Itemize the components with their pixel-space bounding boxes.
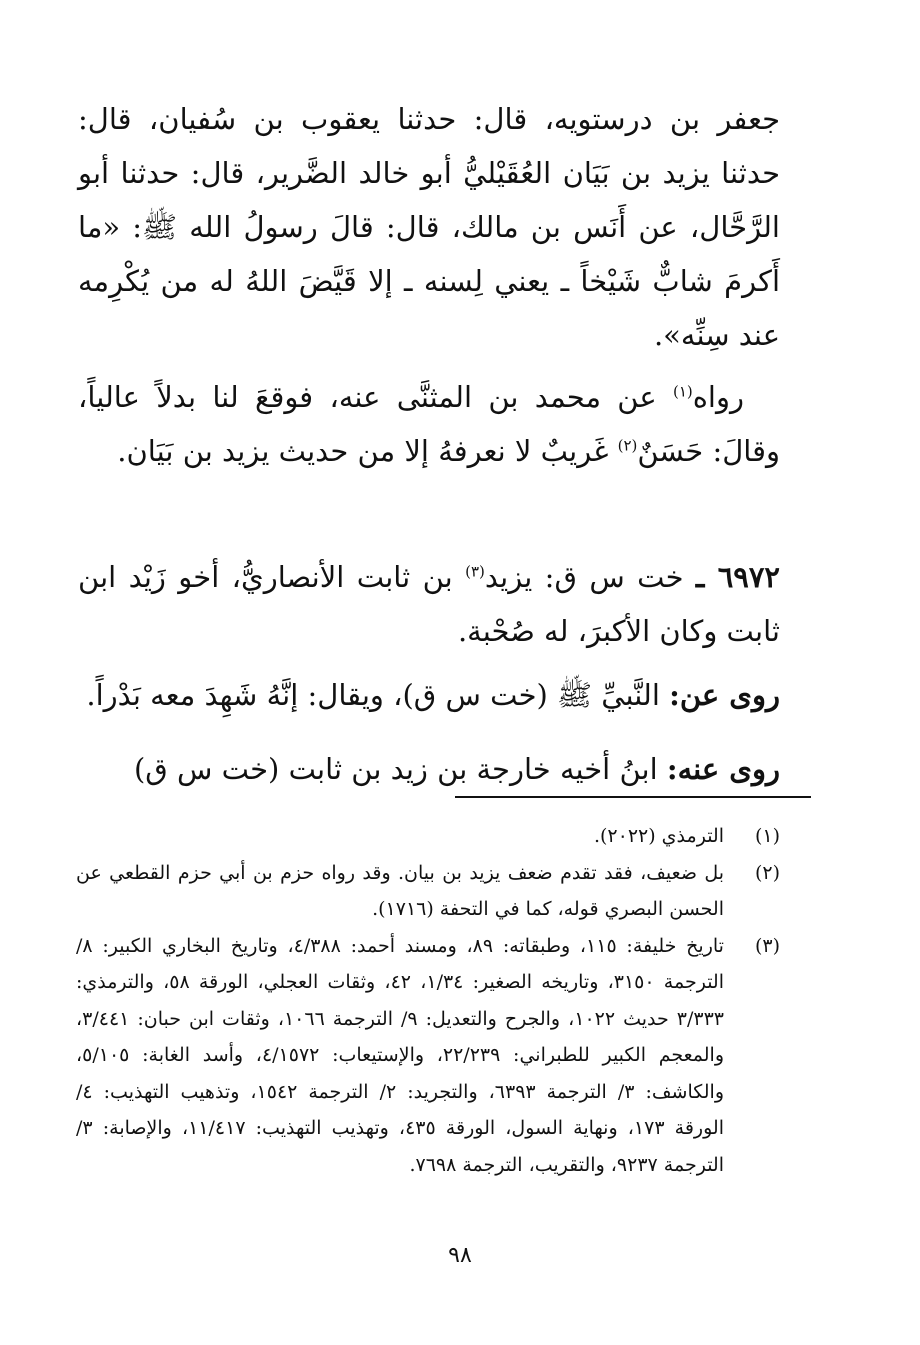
narrated-from-text: النَّبيِّ ﷺ (خت س ق)، ويقال: إنَّهُ شَهِدَ معه بَدْراً. (86, 678, 660, 712)
narrated-by-label: روى عنه: (666, 752, 780, 786)
riwayah-part3: غَريبٌ لا نعرفهُ إلا من حديث يزيد بن بَيَان. (117, 434, 609, 468)
footnote-ref-1[interactable]: (١) (672, 382, 693, 401)
footnotes (76, 818, 780, 1183)
footnote-3 (76, 928, 780, 1184)
biography-entry (78, 550, 780, 658)
riwayah-paragraph (78, 370, 780, 478)
entry-number: ٦٩٧٢ ـ (695, 560, 780, 594)
riwayah-part1: رواه (692, 380, 744, 414)
main-text (78, 92, 780, 796)
footnote-number: (٢) (754, 861, 780, 884)
footnote-number: (١) (754, 825, 780, 847)
footnote-text: بل ضعيف، فقد تقدم ضعف يزيد بن بيان. وقد رواه حزم بن أبي حزم القطعي عن الحسن البصري قوله، كما في التحفة (١٧١٦). (76, 861, 724, 920)
footnote-2 (76, 855, 780, 928)
narrated-by-text: ابنُ أخيه خارجة بن زيد بن ثابت (خت س ق) (133, 752, 658, 786)
footnote-number: (٣) (754, 934, 780, 957)
footnote-ref-2[interactable]: (٢) (617, 436, 638, 455)
footnote-text: الترمذي (٢٠٢٢). (593, 825, 724, 847)
entry-description: بن ثابت الأنصاريُّ، أخو زَيْد ابن ثابت وكان الأكبرَ، له صُحْبة. (78, 560, 780, 648)
footnote-divider (455, 796, 811, 798)
page-number: ٩٨ (448, 1243, 472, 1268)
entry-symbols: خت س ق: (544, 560, 684, 594)
footnote-1 (76, 818, 780, 855)
hadith-paragraph: جعفر بن درستويه، قال: حدثنا يعقوب بن سُفيان، قال: حدثنا يزيد بن بَيَان العُقَيْليُّ أبو خالد الضَّرير، قال: حدثنا أبو الرَّحَّال، عن أَنَس بن مالك، قال: قالَ رسولُ الله ﷺ: «ما أَكرمَ شابٌّ شَيْخاً ـ يعني لِسنه ـ إلا قَيَّضَ اللهُ له من يُكْرِمه عند سِنِّه». (78, 102, 780, 352)
footnote-text: تاريخ خليفة: ١١٥، وطبقاته: ٨٩، ومسند أحمد: ٤/٣٨٨، وتاريخ البخاري الكبير: ٨/ الترجمة ٣١٥٠، وتاريخه الصغير: ١/٣٤، ٤٢، وثقات العجلي، الورقة ٥٨، والترمذي: ٣/٣٣٣ حديث ١٠٢٢، والجرح والتعديل: ٩/ الترجمة ١٠٦٦، وثقات ابن حبان: ٣/٤٤١، والمعجم الكبير للطبراني: ٢٢/٢٣٩، والإستيعاب: ٤/١٥٧٢، وأسد الغابة: ٥/١٠٥، والكاشف: ٣/ الترجمة ٦٣٩٣، والتجريد: ٢/ الترجمة ١٥٤٢، وتذهيب التهذيب: ٤/ الورقة ١٧٣، ونهاية السول، الورقة ٤٣٥، وتهذيب التهذيب: ١١/٤١٧، والإصابة: ٣/ الترجمة ٩٢٣٧، والتقريب، الترجمة ٧٦٩٨. (76, 934, 725, 1176)
narrated-from-label: روى عن: (669, 678, 780, 712)
footnote-ref-3[interactable]: (٣) (465, 562, 485, 581)
entry-name: يزيد (484, 560, 533, 594)
riwayah-part2: عن محمد بن المثنَّى عنه، فوقعَ لنا بدلاً عالياً، وقالَ: حَسَنٌ (78, 380, 780, 468)
narrated-from-paragraph (78, 668, 780, 722)
narrated-by-paragraph (78, 742, 780, 796)
